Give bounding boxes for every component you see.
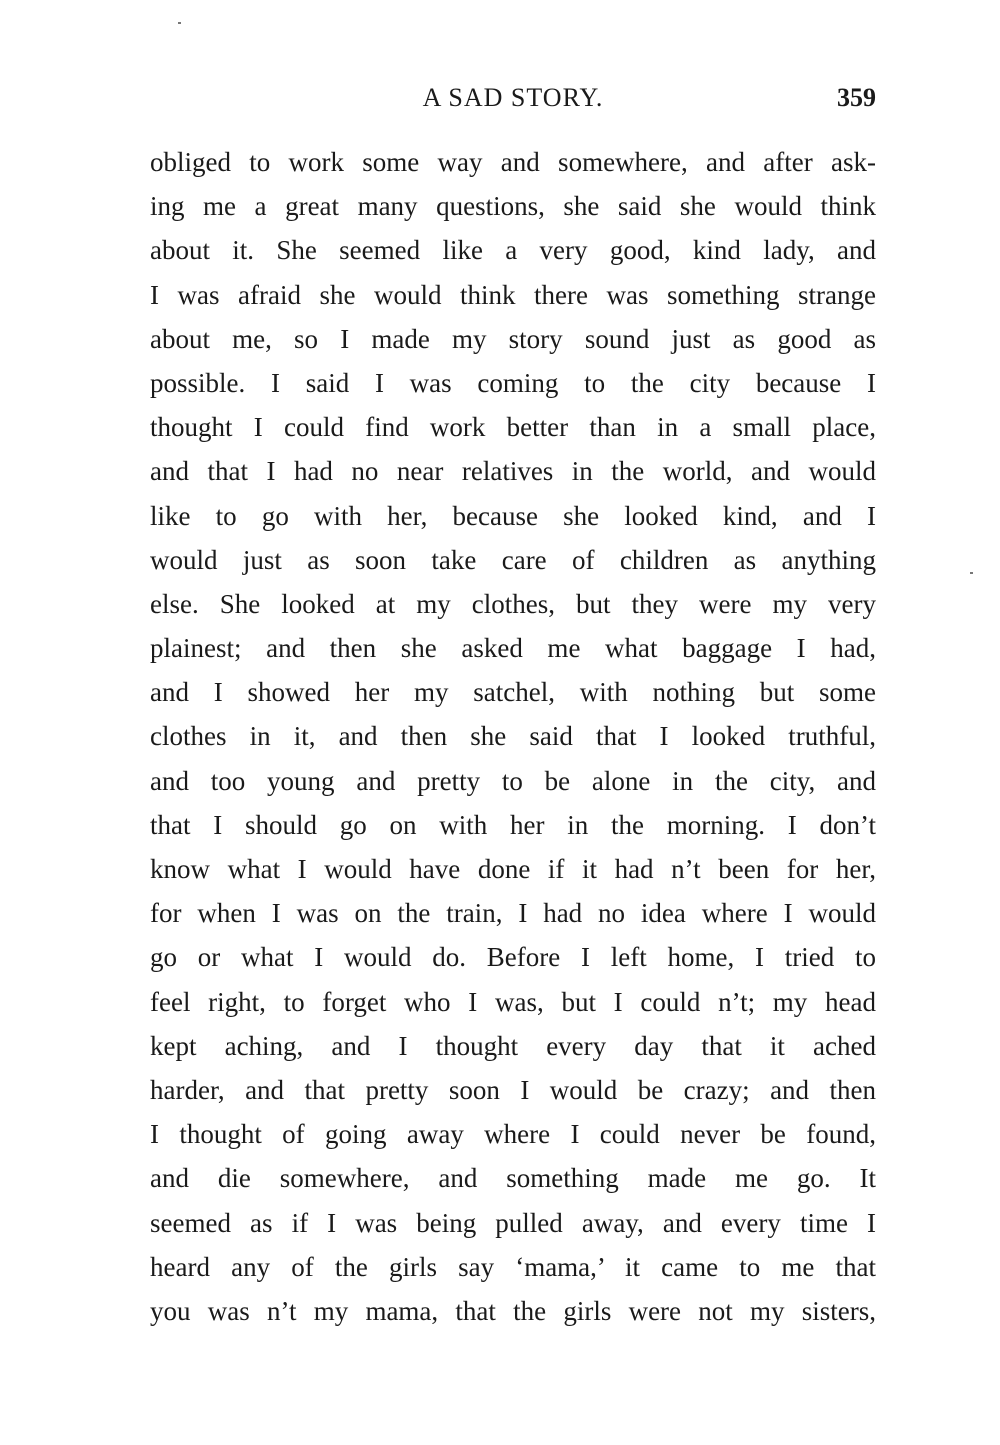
text-line: that I should go on with her in the morning. I don’t [150,809,876,840]
body-text [150,140,876,1333]
text-line: know what I would have done if it had n’t been for her, [150,854,876,884]
text-line: I thought of going away where I could never be found, [150,1119,876,1150]
text-line: else. She looked at my clothes, but they were my very [150,588,876,619]
text-line: and that I had no near relatives in the world, and would [150,456,876,487]
text-line: feel right, to forget who I was, but I could n’t; my head [150,986,876,1017]
text-line: ing me a great many questions, she said she would think [150,191,876,222]
text-line: about me, so I made my story sound just as good as [150,323,876,354]
text-line: and too young and pretty to be alone in the city, and [150,765,876,796]
scan-speck [178,22,181,24]
text-line: about it. She seemed like a very good, kind lady, and [150,235,876,266]
text-line: would just as soon take care of children as anything [150,544,876,575]
text-line: obliged to work some way and somewhere, and after ask- [150,147,876,177]
running-head [150,78,876,118]
page-number: 359 [837,83,876,112]
text-line: heard any of the girls say ‘mama,’ it came to me that [150,1251,876,1282]
text-line: I was afraid she would think there was something strange [150,279,876,310]
chapter-title: A SAD STORY. [422,83,604,112]
text-line: and I showed her my satchel, with nothing but some [150,677,876,708]
text-line: clothes in it, and then she said that I looked truthful, [150,721,876,752]
text-line: for when I was on the train, I had no idea where I would [150,898,876,929]
text-line: possible. I said I was coming to the city because I [150,367,876,398]
text-line: kept aching, and I thought every day that it ached [150,1030,876,1061]
text-line: seemed as if I was being pulled away, and every time I [150,1207,876,1238]
text-line: go or what I would do. Before I left home, I tried to [150,942,876,973]
scan-speck [970,572,973,574]
text-line: thought I could find work better than in a small place, [150,412,876,443]
text-line: harder, and that pretty soon I would be crazy; and then [150,1074,876,1105]
text-line: you was n’t my mama, that the girls were not my sisters, [150,1295,876,1326]
text-line: and die somewhere, and something made me go. It [150,1163,876,1194]
text-line: plainest; and then she asked me what baggage I had, [150,633,876,664]
text-line: like to go with her, because she looked kind, and I [150,500,876,531]
